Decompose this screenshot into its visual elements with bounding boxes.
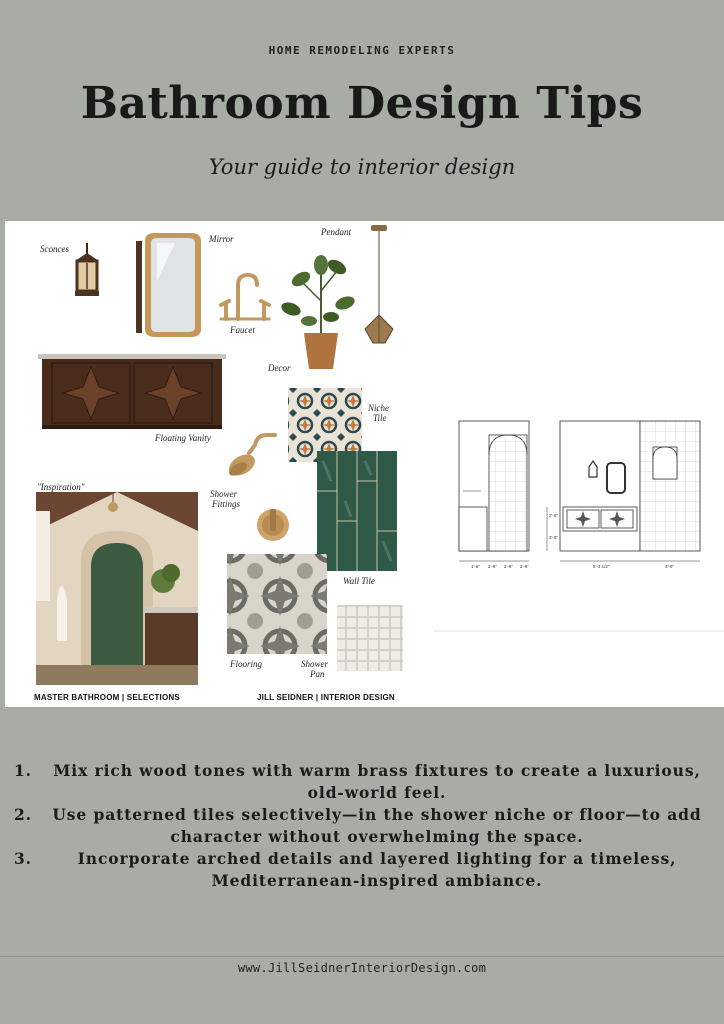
tip-item bbox=[12, 804, 712, 848]
tip-number: 3. bbox=[14, 849, 32, 868]
tip-text: Mix rich wood tones with warm brass fixtures to create a luxurious, old-world feel. bbox=[53, 761, 701, 802]
label-wall-tile: Wall Tile bbox=[343, 576, 375, 586]
niche-tile-swatch bbox=[288, 388, 362, 462]
elevation-drawing bbox=[433, 421, 724, 631]
label-sconces: Sconces bbox=[40, 244, 69, 254]
dim-h2: 3'-0" bbox=[549, 535, 558, 540]
plant-decor-icon bbox=[280, 255, 357, 369]
label-fittings: Fittings bbox=[212, 499, 241, 509]
wall-tile-swatch bbox=[317, 451, 397, 571]
eyebrow: HOME REMODELING EXPERTS bbox=[268, 44, 456, 57]
floor-tile-swatch bbox=[227, 554, 327, 654]
shower-pan-swatch bbox=[337, 605, 403, 671]
label-shower: Shower bbox=[210, 489, 237, 499]
label-floating-vanity: Floating Vanity bbox=[155, 433, 211, 443]
label-faucet: Faucet bbox=[230, 325, 255, 335]
tip-text: Incorporate arched details and layered lighting for a timeless, Mediterranean-inspired ambiance. bbox=[77, 849, 677, 890]
footer-url[interactable]: www.JillSeidnerInteriorDesign.com bbox=[237, 961, 487, 975]
dim-b: 2'-6" bbox=[488, 564, 497, 569]
dim-e: 5'-3 1/2" bbox=[593, 564, 610, 569]
page-title: Bathroom Design Tips bbox=[80, 78, 644, 129]
caption-left: MASTER BATHROOM | SELECTIONS bbox=[34, 693, 180, 702]
label-mirror: Mirror bbox=[209, 234, 234, 244]
faucet-icon bbox=[221, 275, 269, 319]
tip-number: 1. bbox=[14, 761, 32, 780]
subtitle: Your guide to interior design bbox=[208, 155, 516, 179]
dim-f: 4'-0" bbox=[665, 564, 674, 569]
dim-c: 2'-6" bbox=[504, 564, 513, 569]
label-flooring: Flooring bbox=[230, 659, 263, 669]
caption-right: JILL SEIDNER | INTERIOR DESIGN bbox=[257, 693, 395, 702]
shower-head-icon bbox=[225, 435, 275, 480]
label-pan: Pan bbox=[310, 669, 325, 679]
footer-divider bbox=[0, 956, 724, 957]
inspiration-photo bbox=[36, 492, 198, 685]
pendant-icon bbox=[365, 225, 393, 343]
label-niche: Niche bbox=[368, 403, 389, 413]
sconce-icon bbox=[75, 243, 99, 296]
label-decor: Decor bbox=[268, 363, 291, 373]
tips-list bbox=[12, 760, 712, 892]
tip-text: Use patterned tiles selectively—in the shower niche or floor—to add character without overwhelming the space. bbox=[52, 805, 702, 846]
dim-d: 2'-6" bbox=[520, 564, 529, 569]
label-tile: Tile bbox=[373, 413, 387, 423]
tip-item bbox=[12, 760, 712, 804]
tip-item bbox=[12, 848, 712, 892]
floating-vanity-icon bbox=[38, 354, 226, 429]
tip-number: 2. bbox=[14, 805, 32, 824]
label-shower-pan: Shower bbox=[301, 659, 328, 669]
label-pendant: Pendant bbox=[321, 227, 351, 237]
mood-board bbox=[5, 221, 724, 707]
dim-h1: 2'-6" bbox=[549, 513, 558, 518]
mirror-icon bbox=[136, 233, 201, 337]
label-inspiration: "Inspiration" bbox=[37, 482, 85, 492]
board-art bbox=[5, 221, 724, 707]
shower-valve-icon bbox=[257, 509, 289, 541]
dim-a: 1'-6" bbox=[471, 564, 480, 569]
